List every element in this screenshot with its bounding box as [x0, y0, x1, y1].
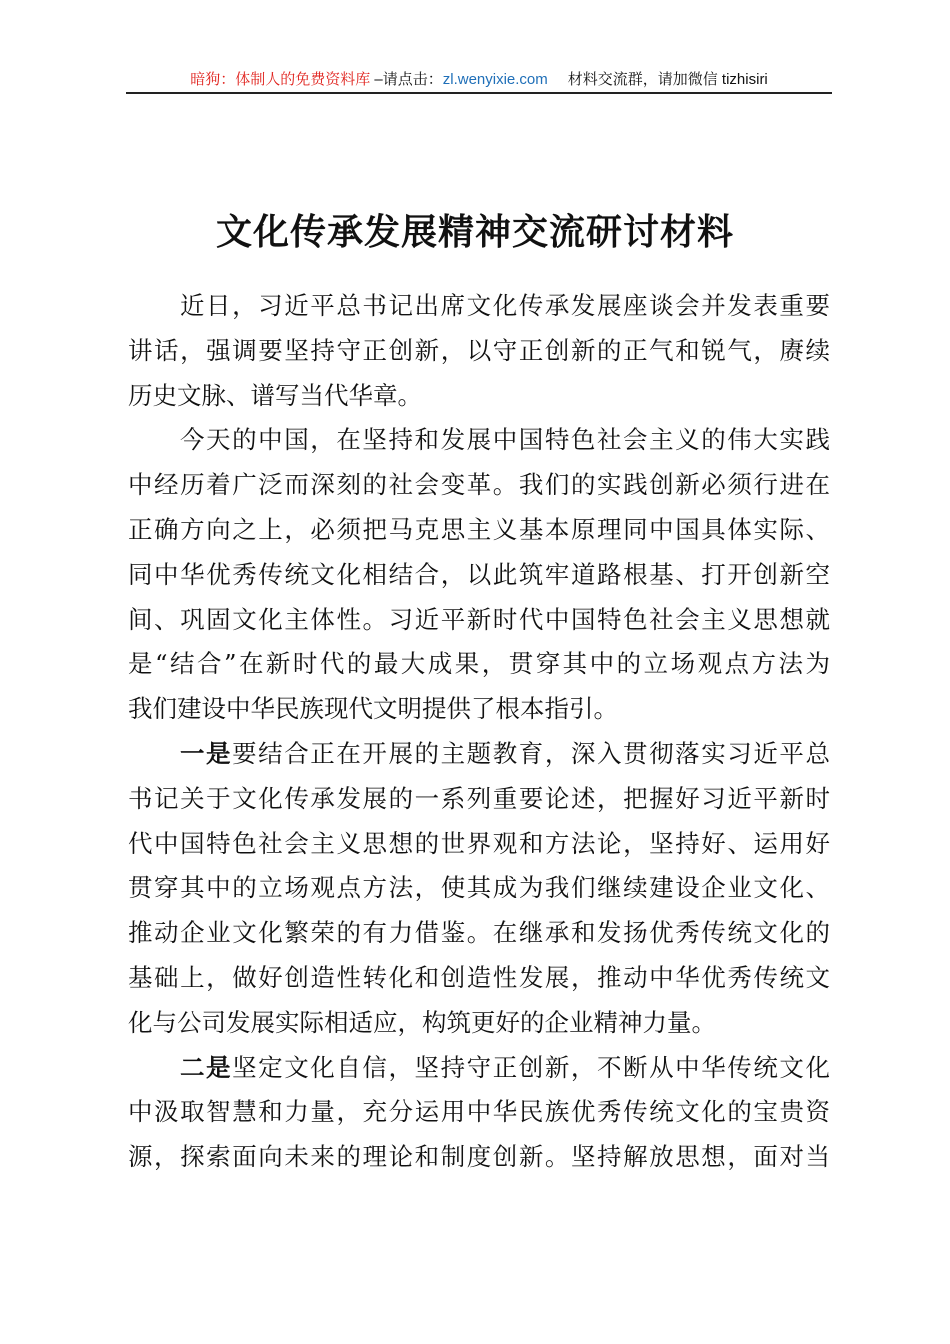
paragraph — [128, 732, 830, 1046]
text-line: 讲话，强调要坚持守正创新，以守正创新的正气和锐气，赓续 — [128, 335, 830, 365]
paragraph — [128, 284, 830, 418]
text-span: 要结合正在开展的主题教育，深入贯彻落实习近平总 — [232, 738, 830, 768]
text-line: 正确方向之上，必须把马克思主义基本原理同中国具体实际、 — [128, 514, 830, 544]
text-line: 我们建设中华民族现代文明提供了根本指引。 — [128, 694, 618, 724]
text-line: 书记关于文化传承发展的一系列重要论述，把握好习近平新时 — [128, 783, 830, 813]
header-promo: 暗狗：体制人的免费资料库 — [190, 71, 371, 88]
text-line: 同中华优秀传统文化相结合，以此筑牢道路根基、打开创新空 — [128, 559, 830, 589]
text-line: 中经历着广泛而深刻的社会变革。我们的实践创新必须行进在 — [128, 470, 830, 500]
paragraph-lead: 二是 — [180, 1052, 233, 1082]
text-line — [128, 1046, 830, 1091]
text-line: 近日，习近平总书记出席文化传承发展座谈会并发表重要 — [180, 291, 830, 320]
text-line: 是“结合”在新时代的最大成果，贯穿其中的立场观点方法为 — [128, 649, 830, 679]
text-line: 历史文脉、谱写当代华章。 — [128, 380, 422, 410]
document-body — [128, 284, 830, 1180]
text-line: 中汲取智慧和力量，充分运用中华民族优秀传统文化的宝贵资 — [128, 1097, 830, 1127]
paragraph — [128, 1046, 830, 1180]
page-header — [126, 68, 832, 94]
text-line: 源，探索面向未来的理论和制度创新。坚持解放思想，面对当 — [128, 1142, 830, 1172]
text-line: 贯穿其中的立场观点方法，使其成为我们继续建设企业文化、 — [128, 873, 830, 903]
header-group-info: 材料交流群，请加微信 tizhisiri — [567, 71, 768, 88]
text-line: 基础上，做好创造性转化和创造性发展，推动中华优秀传统文 — [128, 962, 830, 992]
text-line: 间、巩固文化主体性。习近平新时代中国特色社会主义思想就 — [128, 604, 830, 634]
text-line: 代中国特色社会主义思想的世界观和方法论，坚持好、运用好 — [128, 828, 830, 858]
text-line: 今天的中国，在坚持和发展中国特色社会主义的伟大实践 — [180, 425, 830, 455]
paragraph — [128, 418, 830, 732]
text-line: 化与公司发展实际相适应，构筑更好的企业精神力量。 — [128, 1007, 716, 1037]
header-link[interactable]: zl.wenyixie.com — [442, 71, 548, 88]
paragraph-lead: 一是 — [180, 738, 233, 768]
document-title: 文化传承发展精神交流研讨材料 — [215, 211, 734, 253]
text-line — [128, 732, 830, 777]
text-line: 推动企业文化繁荣的有力借鉴。在继承和发扬优秀传统文化的 — [128, 918, 830, 948]
text-span: 坚定文化自信，坚持守正创新，不断从中华传统文化 — [232, 1052, 830, 1082]
header-click-label: –请点击： — [370, 71, 443, 88]
